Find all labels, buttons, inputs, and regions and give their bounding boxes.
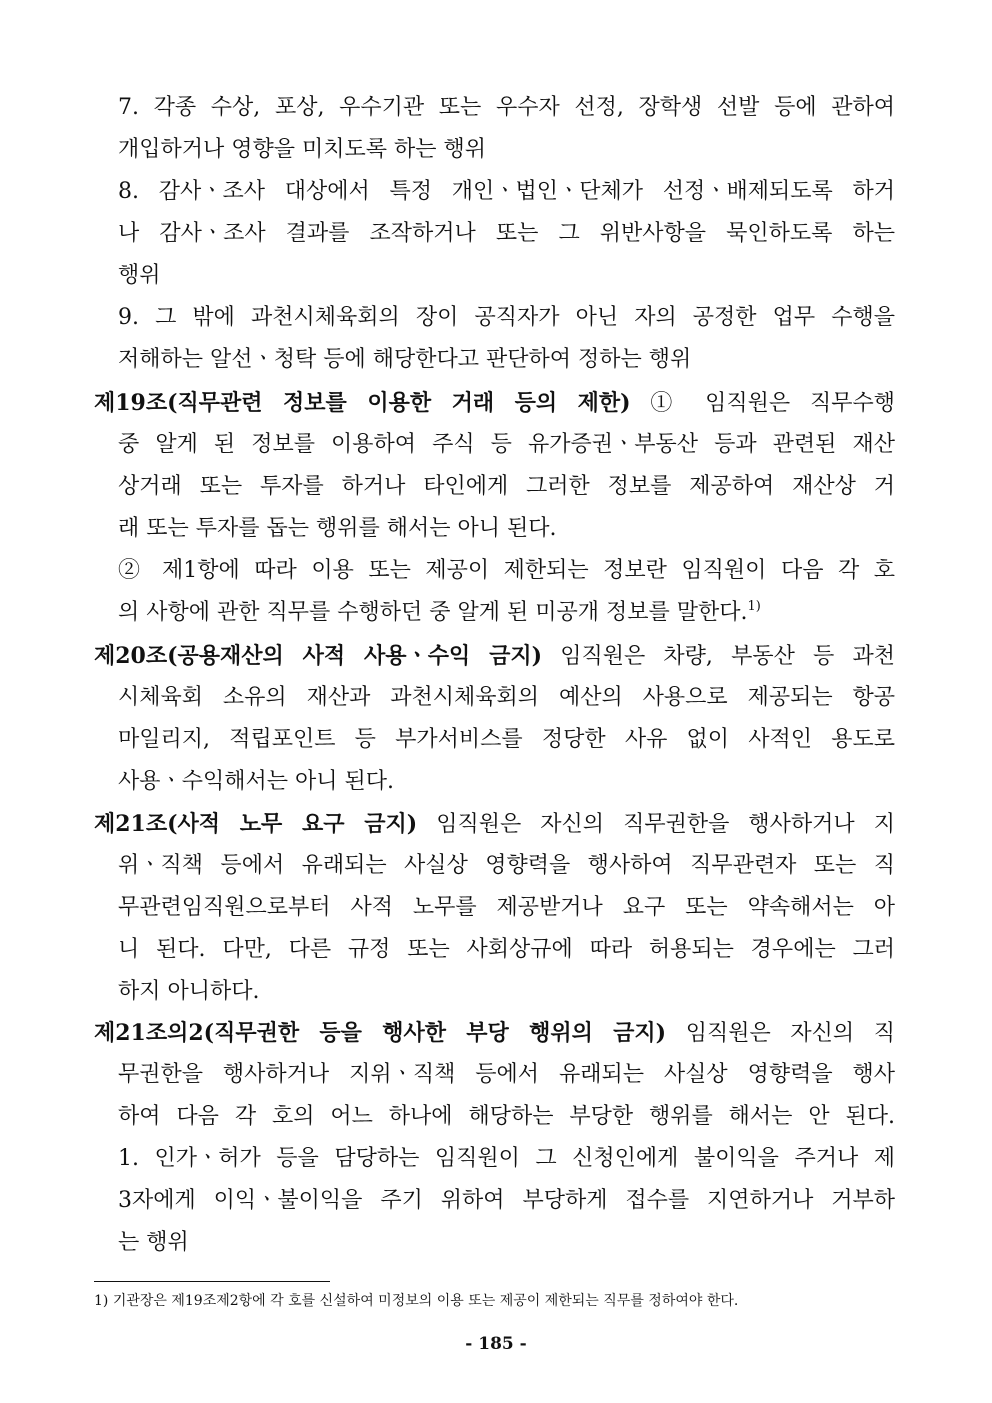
article-21-2-item-1-line-2: 3자에게 이익ㆍ불이익을 주기 위하여 부당하게 접수를 지연하거나 거부하	[118, 1188, 895, 1213]
item-8-line-2: 나 감사ㆍ조사 결과를 조작하거나 또는 그 위반사항을 묵인하도록 하는	[118, 221, 895, 246]
article-20-line-1	[94, 641, 895, 672]
item-8-line-1: 8. 감사ㆍ조사 대상에서 특정 개인ㆍ법인ㆍ단체가 선정ㆍ배제되도록 하거	[118, 179, 895, 204]
article-21-2-line-1-text: 임직원은 자신의 직	[666, 1021, 895, 1046]
item-7-line-1: 7. 각종 수상, 포상, 우수기관 또는 우수자 선정, 장학생 선발 등에 관하여	[118, 95, 895, 120]
article-19-para-2-line-1: ② 제1항에 따라 이용 또는 제공이 제한되는 정보란 임직원이 다음 각 호	[118, 558, 895, 583]
article-19-para-2-line-2-text: 의 사항에 관한 직무를 수행하던 중 알게 된 미공개 정보를 말한다.	[118, 600, 748, 625]
article-21-2-line-3: 하여 다음 각 호의 어느 하나에 해당하는 부당한 행위를 해서는 안 된다.	[118, 1104, 895, 1129]
article-20-line-4: 사용ㆍ수익해서는 아니 된다.	[118, 769, 395, 794]
footnote-divider	[94, 1281, 330, 1282]
article-20-line-2: 시체육회 소유의 재산과 과천시체육회의 예산의 사용으로 제공되는 항공	[118, 685, 895, 710]
article-19-line-2: 중 알게 된 정보를 이용하여 주식 등 유가증권ㆍ부동산 등과 관련된 재산	[118, 432, 895, 457]
article-19-line-4: 래 또는 투자를 돕는 행위를 해서는 아니 된다.	[118, 516, 557, 541]
footnote-reference: 1)	[747, 599, 761, 614]
article-19-line-1-text: ① 임직원은 직무수행	[630, 391, 895, 416]
page-number: - 185 -	[465, 1334, 527, 1354]
article-21-line-1	[94, 809, 895, 840]
item-7-line-2: 개입하거나 영향을 미치도록 하는 행위	[118, 137, 487, 162]
article-21-line-4: 니 된다. 다만, 다른 규정 또는 사회상규에 따라 허용되는 경우에는 그러	[118, 937, 895, 962]
article-21-line-5: 하지 아니하다.	[118, 979, 260, 1004]
article-19-line-3: 상거래 또는 투자를 하거나 타인에게 그러한 정보를 제공하여 재산상 거	[118, 474, 895, 499]
footnote-text: 1) 기관장은 제19조제2항에 각 호를 신설하여 미정보의 이용 또는 제공이 제한되는 직무를 정하여야 한다.	[94, 1293, 739, 1309]
item-8-line-3: 행위	[118, 263, 161, 288]
article-21-2-item-1-line-1: 1. 인가ㆍ허가 등을 담당하는 임직원이 그 신청인에게 불이익을 주거나 제	[118, 1146, 895, 1171]
article-21-line-2: 위ㆍ직책 등에서 유래되는 사실상 영향력을 행사하여 직무관련자 또는 직	[118, 853, 895, 878]
article-21-line-1-text: 임직원은 자신의 직무권한을 행사하거나 지	[417, 812, 895, 837]
article-20-heading: 제20조(공용재산의 사적 사용ㆍ수익 금지)	[94, 643, 543, 669]
article-21-heading: 제21조(사적 노무 요구 금지)	[94, 811, 418, 837]
item-9-line-2: 저해하는 알선ㆍ청탁 등에 해당한다고 판단하여 정하는 행위	[118, 347, 692, 372]
article-21-2-item-1-line-3: 는 행위	[118, 1230, 189, 1255]
article-19-heading: 제19조(직무관련 정보를 이용한 거래 등의 제한)	[94, 390, 631, 416]
article-21-line-3: 무관련임직원으로부터 사적 노무를 제공받거나 요구 또는 약속해서는 아	[118, 895, 895, 920]
item-9-line-1: 9. 그 밖에 과천시체육회의 장이 공직자가 아닌 자의 공정한 업무 수행을	[118, 305, 895, 330]
article-21-2-heading: 제21조의2(직무권한 등을 행사한 부당 행위의 금지)	[94, 1020, 667, 1046]
article-21-2-line-2: 무권한을 행사하거나 지위ㆍ직책 등에서 유래되는 사실상 영향력을 행사	[118, 1062, 895, 1087]
article-20-line-3: 마일리지, 적립포인트 등 부가서비스를 정당한 사유 없이 사적인 용도로	[118, 727, 895, 752]
article-21-2-line-1	[94, 1018, 895, 1049]
article-19-line-1	[94, 388, 895, 419]
article-20-line-1-text: 임직원은 차량, 부동산 등 과천	[542, 644, 895, 669]
article-19-para-2-line-2	[118, 598, 895, 628]
